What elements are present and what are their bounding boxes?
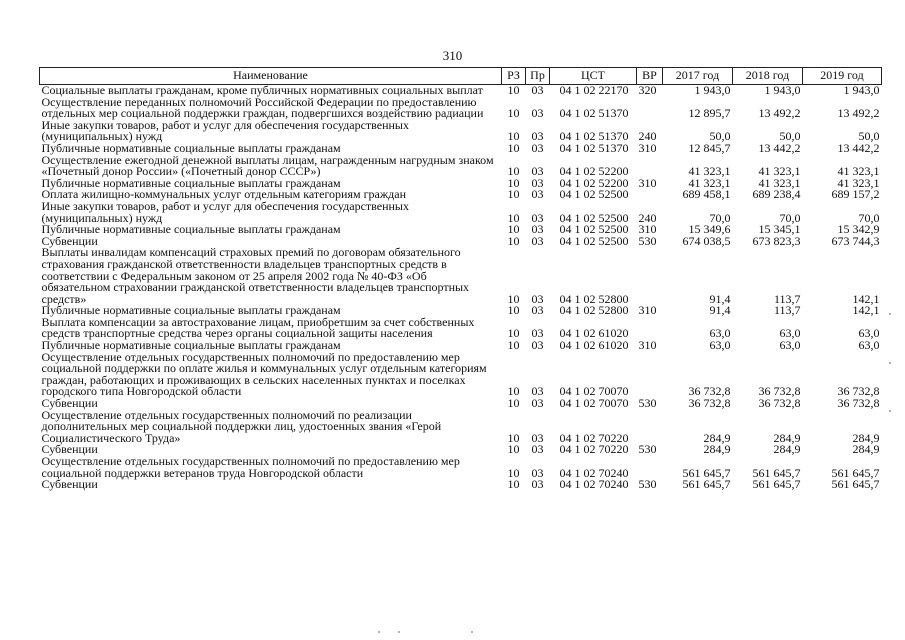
table-row xyxy=(40,410,882,445)
column-header-vr: ВР xyxy=(637,68,663,85)
row-pr: 03 xyxy=(531,291,544,306)
row-vr: 310 xyxy=(638,303,657,318)
row-value-2019: 673 744,3 xyxy=(831,233,880,248)
scan-dot xyxy=(378,631,380,633)
row-pr: 03 xyxy=(531,233,544,248)
row-cst: 04 1 02 70220 xyxy=(559,442,629,457)
row-value-2017: 91,4 xyxy=(709,291,731,306)
row-cst: 04 1 02 52500 xyxy=(559,222,629,237)
row-vr: 530 xyxy=(638,233,657,248)
row-value-2019: 36 732,8 xyxy=(837,396,880,411)
row-value-2017: 41 323,1 xyxy=(688,175,731,190)
row-value-2017: 12 895,7 xyxy=(688,106,731,121)
row-value-2019: 284,9 xyxy=(852,430,880,445)
row-rz: 10 xyxy=(507,233,520,248)
row-rz: 10 xyxy=(507,140,520,155)
row-value-2018: 561 645,7 xyxy=(752,465,801,480)
row-name: Публичные нормативные социальные выплаты гражданам xyxy=(41,303,341,318)
row-cst: 04 1 02 52800 xyxy=(559,291,629,306)
row-vr: 530 xyxy=(638,442,657,457)
row-value-2017: 36 732,8 xyxy=(688,396,731,411)
row-value-2017: 561 645,7 xyxy=(682,465,731,480)
row-value-2018: 284,9 xyxy=(773,430,801,445)
row-name: Осуществление отдельных государственных полномочий по реализации дополнительных мер социальной поддержки лиц, удостоенных звания «Герой Социалистического Труда» xyxy=(41,407,442,445)
row-value-2019: 142,1 xyxy=(852,303,880,318)
budget-table xyxy=(39,67,882,491)
row-value-2018: 1 943,0 xyxy=(764,83,801,97)
row-pr: 03 xyxy=(531,222,544,237)
row-value-2019: 63,0 xyxy=(858,326,880,341)
row-name: Выплата компенсации за автострахование лицам, приобретшим за счет собственных средств транспортные средства через органы социальной защиты населения xyxy=(41,314,475,341)
row-value-2018: 41 323,1 xyxy=(758,175,801,190)
table-row xyxy=(40,317,882,340)
row-value-2018: 63,0 xyxy=(779,338,801,353)
table-row xyxy=(40,479,882,491)
row-rz: 10 xyxy=(507,303,520,318)
row-pr: 03 xyxy=(531,210,544,225)
row-cst: 04 1 02 52500 xyxy=(559,187,629,202)
row-cst: 04 1 02 70240 xyxy=(559,465,629,480)
row-name: Осуществление отдельных государственных полномочий по предоставлению мер социальной поддержки по оплате жилья и коммунальных услуг отдельным категориям граждан, работающих и проживающих в сельских населенных пунктах и поселках городского типа Новгородской области xyxy=(41,349,487,399)
row-value-2017: 50,0 xyxy=(709,129,731,144)
row-pr: 03 xyxy=(531,384,544,399)
row-pr: 03 xyxy=(531,477,544,492)
row-value-2018: 113,7 xyxy=(773,291,801,306)
row-pr: 03 xyxy=(531,465,544,480)
row-vr xyxy=(637,189,663,201)
row-value-2017: 15 349,6 xyxy=(688,222,731,237)
row-value-2019: 561 645,7 xyxy=(831,465,880,480)
row-name: Иные закупки товаров, работ и услуг для обеспечения государственных (муниципальных) нужд xyxy=(41,117,409,144)
table-header-row xyxy=(40,68,882,85)
row-value-2018: 673 823,3 xyxy=(752,233,801,248)
row-vr: 320 xyxy=(638,83,657,97)
row-name: Публичные нормативные социальные выплаты гражданам xyxy=(41,175,341,190)
row-rz: 10 xyxy=(507,106,520,121)
row-name: Публичные нормативные социальные выплаты гражданам xyxy=(41,338,341,353)
row-value-2019: 41 323,1 xyxy=(837,164,880,179)
row-rz: 10 xyxy=(507,187,520,202)
row-name: Иные закупки товаров, работ и услуг для обеспечения государственных (муниципальных) нужд xyxy=(41,198,409,225)
row-rz: 10 xyxy=(507,326,520,341)
row-name: Осуществление переданных полномочий Российской Федерации по предоставлению отдельных мер социальной поддержки граждан, подвергшихся воздействию радиации xyxy=(41,94,484,121)
table-body xyxy=(40,85,882,491)
row-pr: 03 xyxy=(531,430,544,445)
row-value-2018: 561 645,7 xyxy=(752,477,801,492)
row-rz: 10 xyxy=(507,338,520,353)
row-vr xyxy=(637,97,663,120)
row-pr: 03 xyxy=(531,442,544,457)
row-value-2019: 36 732,8 xyxy=(837,384,880,399)
row-value-2019: 689 157,2 xyxy=(831,187,880,202)
row-value-2018: 113,7 xyxy=(773,303,801,318)
row-value-2018: 689 238,4 xyxy=(752,187,801,202)
row-rz: 10 xyxy=(507,396,520,411)
row-value-2018: 50,0 xyxy=(779,129,801,144)
row-cst: 04 1 02 51370 xyxy=(559,140,629,155)
table-row xyxy=(40,352,882,398)
row-pr: 03 xyxy=(531,326,544,341)
row-name: Выплаты инвалидам компенсаций страховых премий по договорам обязательного страхования гражданской ответственности владельцев транспортных средств в соответствии с Федеральным законом от 25 апреля 2002 года № 40-ФЗ «Об обязательном страховании гражданской ответственности владельцев транспортных средств» xyxy=(41,245,470,306)
row-value-2017: 561 645,7 xyxy=(682,477,731,492)
row-name: Субвенции xyxy=(41,396,98,411)
row-cst: 04 1 02 70220 xyxy=(559,430,629,445)
row-vr: 310 xyxy=(638,222,657,237)
table-row xyxy=(40,97,882,120)
row-rz: 10 xyxy=(507,164,520,179)
row-value-2017: 1 943,0 xyxy=(694,83,731,97)
row-value-2017: 91,4 xyxy=(709,303,731,318)
row-cst: 04 1 02 52500 xyxy=(559,210,629,225)
scan-dot xyxy=(889,362,891,364)
table-row xyxy=(40,155,882,178)
row-cst: 04 1 02 51370 xyxy=(559,129,629,144)
column-header-2017: 2017 год xyxy=(663,68,733,85)
row-value-2019: 41 323,1 xyxy=(837,175,880,190)
row-rz: 10 xyxy=(507,442,520,457)
row-name: Публичные нормативные социальные выплаты гражданам xyxy=(41,222,341,237)
row-pr: 03 xyxy=(531,164,544,179)
table-row xyxy=(40,120,882,143)
row-value-2018: 41 323,1 xyxy=(758,164,801,179)
row-cst: 04 1 02 70070 xyxy=(559,396,629,411)
row-value-2019: 284,9 xyxy=(852,442,880,457)
column-header-2018: 2018 год xyxy=(733,68,803,85)
row-value-2019: 70,0 xyxy=(858,210,880,225)
table-row xyxy=(40,456,882,479)
row-rz: 10 xyxy=(507,465,520,480)
row-vr: 530 xyxy=(638,396,657,411)
scan-dot xyxy=(889,410,891,412)
row-value-2019: 15 342,9 xyxy=(837,222,880,237)
row-value-2019: 561 645,7 xyxy=(831,477,880,492)
row-vr xyxy=(637,247,663,305)
row-value-2019: 63,0 xyxy=(858,338,880,353)
row-vr xyxy=(637,410,663,445)
column-header-pr: Пр xyxy=(526,68,550,85)
row-cst: 04 1 02 61020 xyxy=(559,338,629,353)
row-cst: 04 1 02 70240 xyxy=(559,477,629,492)
row-rz: 10 xyxy=(507,291,520,306)
scan-dot xyxy=(889,313,891,315)
table-row xyxy=(40,247,882,305)
row-name: Субвенции xyxy=(41,233,98,248)
row-vr xyxy=(637,155,663,178)
column-header-cst: ЦСТ xyxy=(550,68,637,85)
row-vr: 310 xyxy=(638,338,657,353)
row-pr: 03 xyxy=(531,175,544,190)
row-value-2017: 12 845,7 xyxy=(688,140,731,155)
row-value-2017: 63,0 xyxy=(709,338,731,353)
row-rz: 10 xyxy=(507,175,520,190)
row-value-2017: 284,9 xyxy=(703,442,731,457)
row-cst: 04 1 02 22170 xyxy=(559,83,629,97)
row-pr: 03 xyxy=(531,83,544,97)
row-rz: 10 xyxy=(507,384,520,399)
row-pr: 03 xyxy=(531,338,544,353)
row-value-2018: 284,9 xyxy=(773,442,801,457)
row-value-2017: 36 732,8 xyxy=(688,384,731,399)
row-rz: 10 xyxy=(507,210,520,225)
row-vr xyxy=(637,352,663,398)
row-value-2018: 63,0 xyxy=(779,326,801,341)
row-name: Публичные нормативные социальные выплаты гражданам xyxy=(41,140,341,155)
row-vr: 310 xyxy=(638,140,657,155)
row-value-2019: 13 442,2 xyxy=(837,140,880,155)
row-rz: 10 xyxy=(507,83,520,97)
scan-dot xyxy=(471,631,473,633)
row-vr: 530 xyxy=(638,477,657,492)
row-cst: 04 1 02 52500 xyxy=(559,233,629,248)
row-vr xyxy=(637,456,663,479)
row-pr: 03 xyxy=(531,129,544,144)
row-value-2018: 36 732,8 xyxy=(758,396,801,411)
row-pr: 03 xyxy=(531,396,544,411)
row-value-2017: 70,0 xyxy=(709,210,731,225)
row-cst: 04 1 02 51370 xyxy=(559,106,629,121)
row-value-2017: 63,0 xyxy=(709,326,731,341)
row-name: Оплата жилищно-коммунальных услуг отдельным категориям граждан xyxy=(41,187,406,202)
row-cst: 04 1 02 52200 xyxy=(559,175,629,190)
page-number: 310 xyxy=(442,48,463,63)
row-cst: 04 1 02 61020 xyxy=(559,326,629,341)
row-cst: 04 1 02 52200 xyxy=(559,164,629,179)
row-name: Социальные выплаты гражданам, кроме публичных нормативных социальных выплат xyxy=(41,83,483,97)
row-value-2018: 36 732,8 xyxy=(758,384,801,399)
row-cst: 04 1 02 52800 xyxy=(559,303,629,318)
row-value-2017: 41 323,1 xyxy=(688,164,731,179)
row-rz: 10 xyxy=(507,477,520,492)
row-value-2019: 50,0 xyxy=(858,129,880,144)
row-value-2018: 13 492,2 xyxy=(758,106,801,121)
column-header-name: Наименование xyxy=(40,68,502,85)
table-row xyxy=(40,201,882,224)
row-vr xyxy=(637,317,663,340)
row-rz: 10 xyxy=(507,222,520,237)
row-vr: 310 xyxy=(638,175,657,190)
scan-dot xyxy=(398,631,400,633)
row-pr: 03 xyxy=(531,303,544,318)
row-vr: 240 xyxy=(638,210,657,225)
row-value-2019: 1 943,0 xyxy=(843,83,880,97)
row-pr: 03 xyxy=(531,106,544,121)
row-value-2017: 689 458,1 xyxy=(682,187,731,202)
row-name: Субвенции xyxy=(41,477,98,492)
row-value-2017: 674 038,5 xyxy=(682,233,731,248)
row-pr: 03 xyxy=(531,140,544,155)
row-value-2018: 70,0 xyxy=(779,210,801,225)
row-rz: 10 xyxy=(507,430,520,445)
row-rz: 10 xyxy=(507,129,520,144)
row-name: Осуществление отдельных государственных полномочий по предоставлению мер социальной поддержки ветеранов труда Новгородской области xyxy=(41,454,460,480)
row-pr: 03 xyxy=(531,187,544,202)
row-value-2019: 142,1 xyxy=(852,291,880,306)
row-name: Субвенции xyxy=(41,442,98,457)
row-value-2018: 15 345,1 xyxy=(758,222,801,237)
row-value-2019: 13 492,2 xyxy=(837,106,880,121)
row-vr: 240 xyxy=(638,129,657,144)
row-value-2018: 13 442,2 xyxy=(758,140,801,155)
column-header-2019: 2019 год xyxy=(803,68,882,85)
column-header-rz: РЗ xyxy=(502,68,526,85)
row-cst: 04 1 02 70070 xyxy=(559,384,629,399)
row-name: Осуществление ежегодной денежной выплаты лицам, награжденным нагрудным знаком «Почетный донор России» («Почетный донор СССР») xyxy=(41,152,494,179)
row-value-2017: 284,9 xyxy=(703,430,731,445)
